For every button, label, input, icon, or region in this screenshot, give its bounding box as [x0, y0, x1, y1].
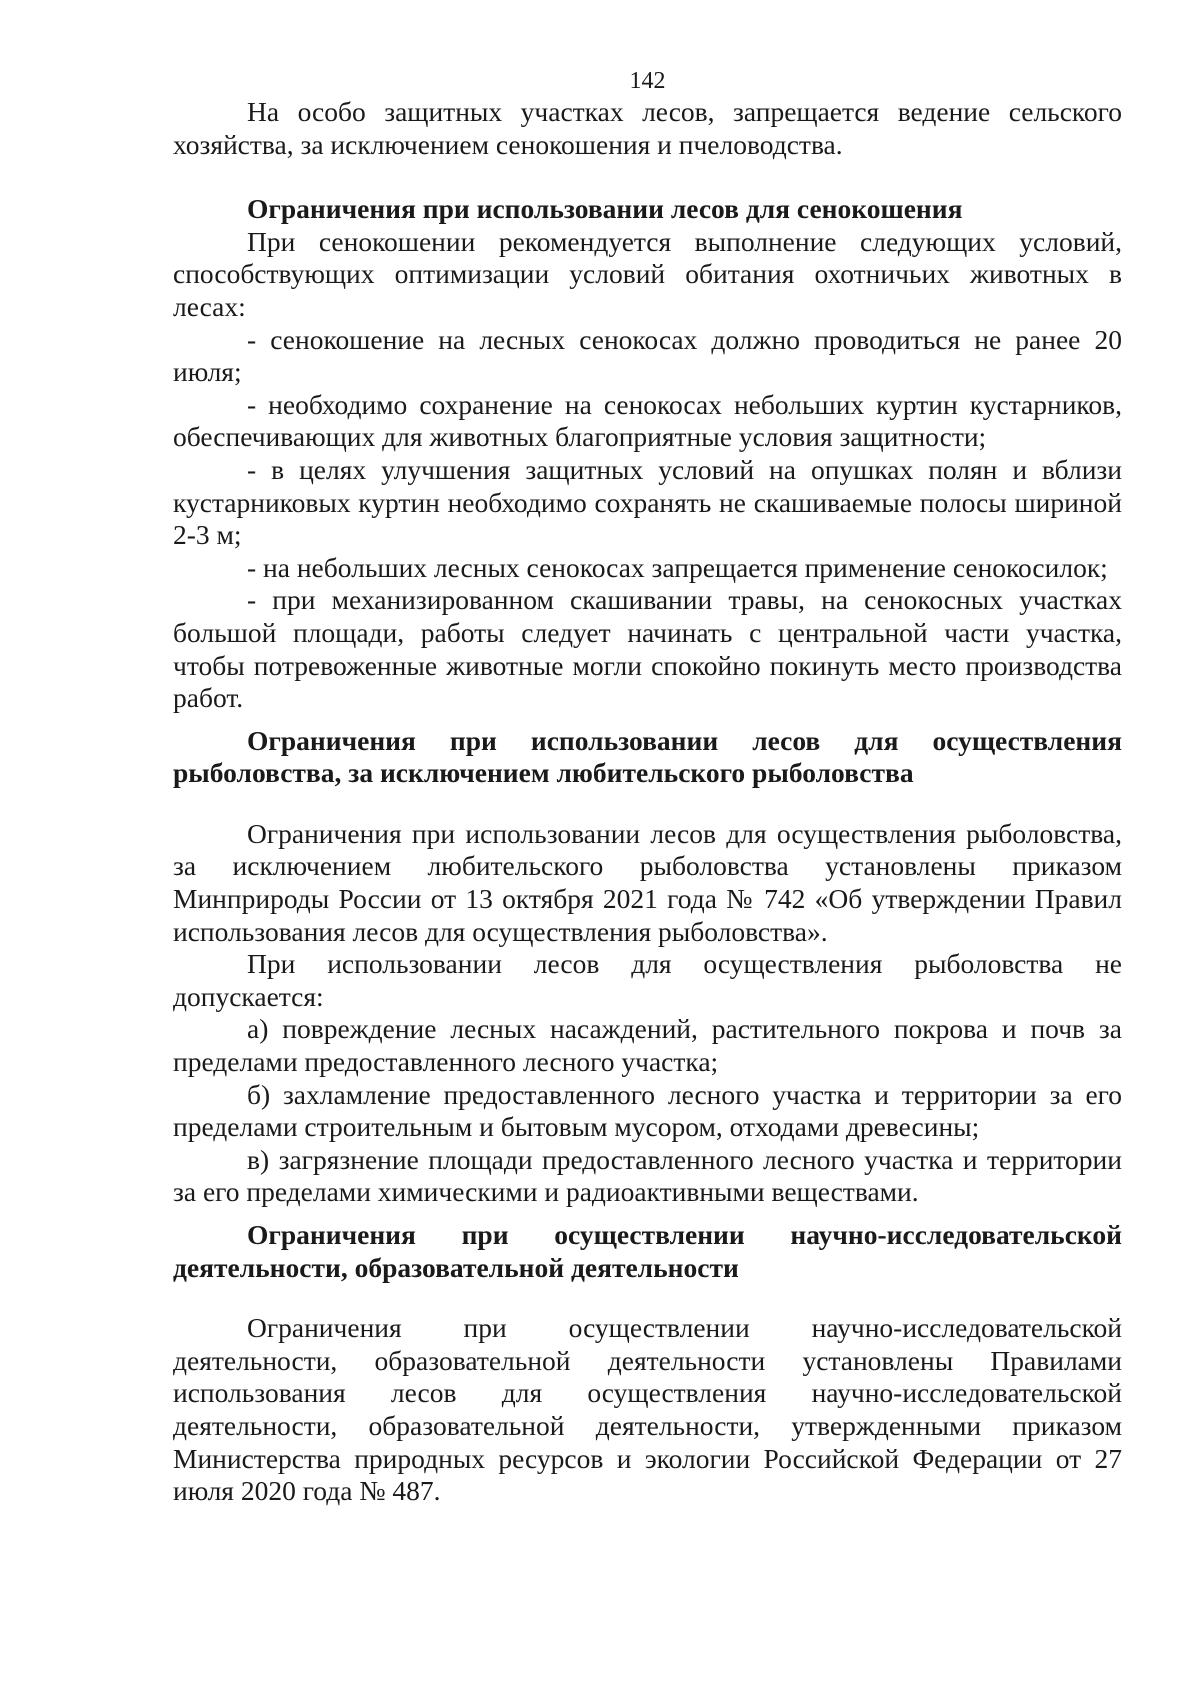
- document-page: [173, 66, 1122, 1508]
- list-item-mower-ban: - на небольших лесных сенокосах запрещается применение сенокосилок;: [247, 551, 1108, 583]
- paragraph-research-rules: Ограничения при осуществлении научно-исследовательской деятельности, образовательной деятельности установлены Правилами использования лесов для осуществления научно-исследовательской деятельности, образовательной деятельности, утвержденными приказом Министерства природных ресурсов и экологии Российской Федерации от 27 июля 2020 года № 487.: [173, 1312, 1122, 1507]
- heading-research: Ограничения при осуществлении научно-исследовательской деятельности, образовательной деятельности: [173, 1219, 1122, 1283]
- heading-fishing: Ограничения при использовании лесов для осуществления рыболовства, за исключением любительского рыболовства: [173, 724, 1122, 789]
- paragraph-agriculture: На особо защитных участках лесов, запрещается ведение сельского хозяйства, за исключением сенокошения и пчеловодства.: [173, 96, 1122, 160]
- list-item-mechanized-mowing: - при механизированном скашивании травы, на сенокосных участках большой площади, работы следует начинать с центральной части участка, чтобы потревоженные животные могли спокойно покинуть место производства работ.: [173, 584, 1122, 714]
- list-item-damage: а) повреждение лесных насаждений, растительного покрова и почв за пределами предоставленного лесного участка;: [173, 1013, 1122, 1078]
- list-item-shrub-preservation: - необходимо сохранение на сенокосах небольших куртин кустарников, обеспечивающих для животных благоприятные условия защитности;: [173, 388, 1122, 453]
- list-item-pollution: в) загрязнение площади предоставленного лесного участка и территории за его пределами химическими и радиоактивными веществами.: [173, 1143, 1122, 1208]
- paragraph-fishing-order: Ограничения при использовании лесов для осуществления рыболовства, за исключением любительского рыболовства установлены приказом Минприроды России от 13 октября 2021 года № 742 «Об утверждении Правил использования лесов для осуществления рыболовства».: [173, 817, 1122, 947]
- heading-haymaking: Ограничения при использовании лесов для сенокошения: [247, 193, 963, 225]
- page-number: 142: [629, 68, 666, 94]
- paragraph-haymaking-intro: При сенокошении рекомендуется выполнение следующих условий, способствующих оптимизации условий обитания охотничьих животных в лесах:: [173, 225, 1122, 322]
- list-item-haymaking-date: - сенокошение на лесных сенокосах должно проводиться не ранее 20 июля;: [173, 323, 1122, 388]
- list-item-littering: б) захламление предоставленного лесного участка и территории за его пределами строительным и бытовым мусором, отходами древесины;: [173, 1078, 1122, 1143]
- paragraph-fishing-prohibited: При использовании лесов для осуществления рыболовства не допускается:: [173, 948, 1122, 1012]
- list-item-uncut-strips: - в целях улучшения защитных условий на опушках полян и вблизи кустарниковых куртин необходимо сохранять не скашиваемые полосы шириной 2-3 м;: [173, 453, 1122, 551]
